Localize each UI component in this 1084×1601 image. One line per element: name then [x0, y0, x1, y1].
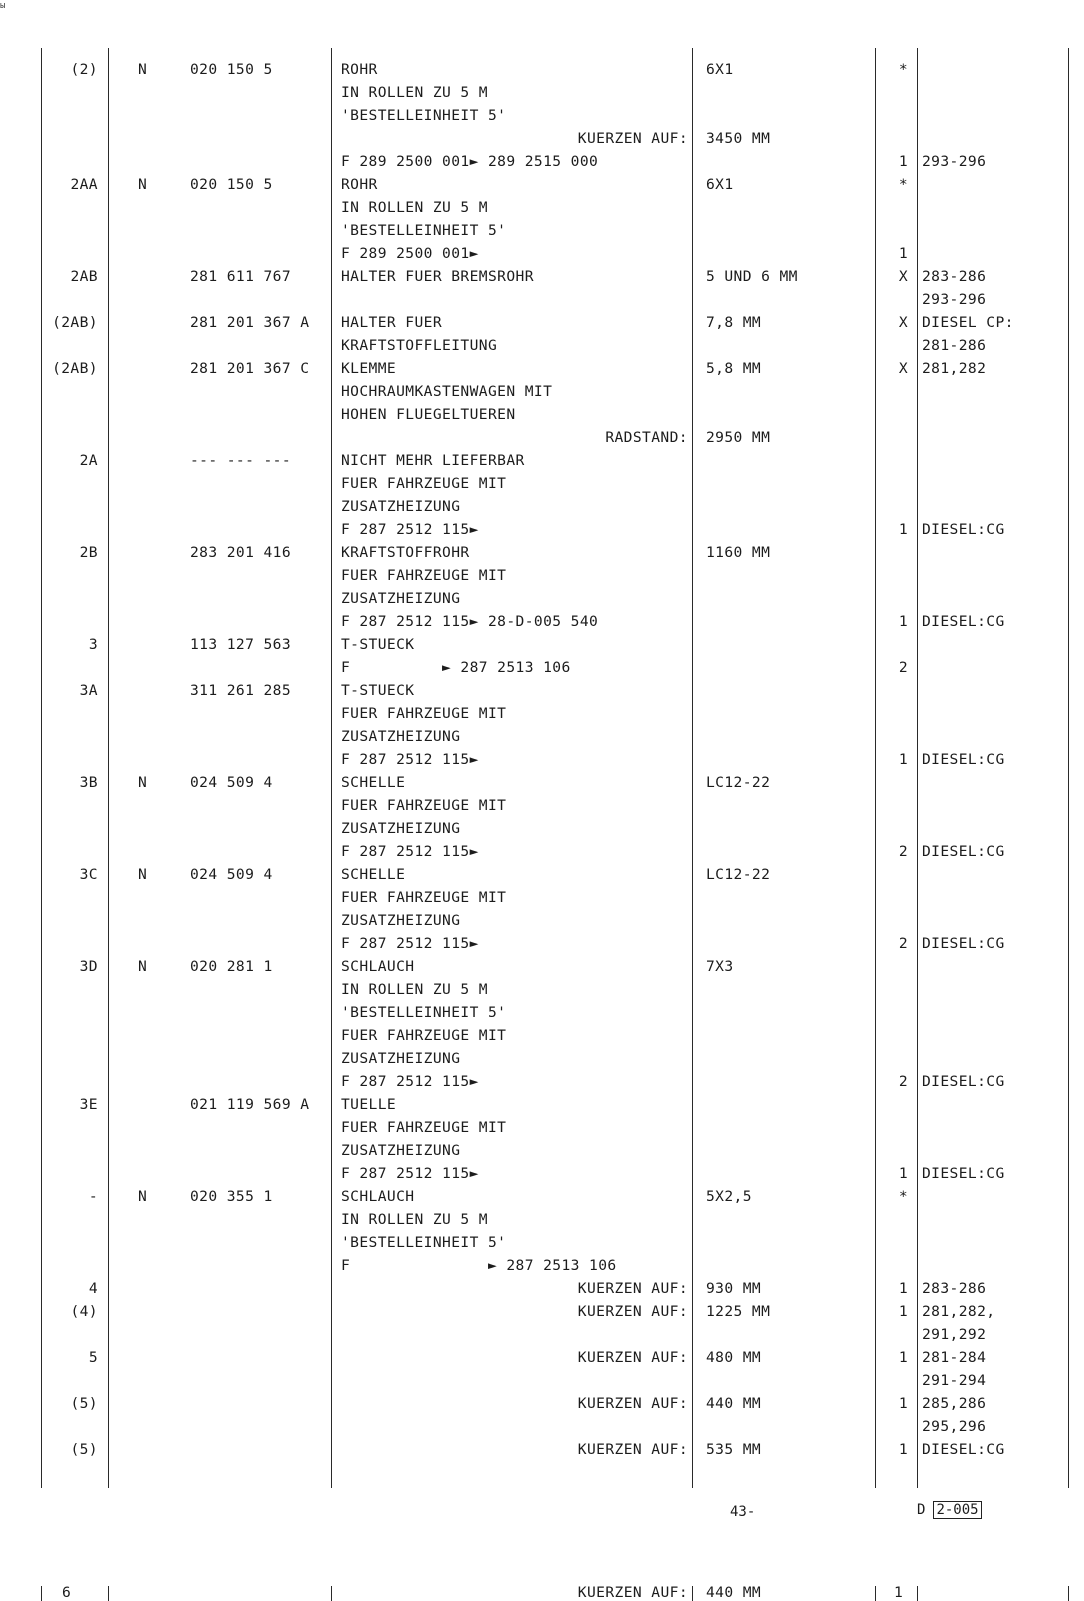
cell-description: SCHELLE — [341, 866, 406, 883]
cell-pos: 3 — [88, 636, 98, 653]
rule-desc — [692, 48, 693, 1488]
cell-description: FUER FAHRZEUGE MIT — [341, 797, 507, 814]
cell-remark: 281-284 — [922, 1349, 987, 1366]
cell-spec: 5X2,5 — [706, 1188, 752, 1205]
cell-pos: (5) — [70, 1441, 98, 1458]
rule-partno — [331, 48, 332, 1488]
cell-spec: 3450 MM — [706, 130, 771, 147]
cell-pos: 3E — [79, 1096, 98, 1113]
bottom-qty: 1 — [894, 1584, 904, 1601]
cell-description: SCHLAUCH — [341, 958, 415, 975]
cell-description: T-STUECK — [341, 636, 415, 653]
cell-part-number: 020 281 1 — [190, 958, 273, 975]
rule-pos — [108, 48, 109, 1488]
corner-mark: ы — [0, 1, 6, 11]
cell-qty: 2 — [898, 843, 908, 860]
cell-spec: 480 MM — [706, 1349, 762, 1366]
cell-description: IN ROLLEN ZU 5 M — [341, 1211, 488, 1228]
cell-description: F 287 2512 115► — [341, 843, 479, 860]
cell-part-number: 024 509 4 — [190, 774, 273, 791]
cell-description: ZUSATZHEIZUNG — [341, 912, 461, 929]
doc-code-box: 2-005 — [933, 1501, 981, 1519]
cell-pos: - — [88, 1188, 98, 1205]
cell-remark: 283-286 — [922, 268, 987, 285]
cell-description: HOCHRAUMKASTENWAGEN MIT — [341, 383, 553, 400]
cell-description-right: KUERZEN AUF: — [577, 1395, 688, 1412]
cell-n: N — [138, 61, 148, 78]
cell-spec: LC12-22 — [706, 866, 771, 883]
cell-part-number: 113 127 563 — [190, 636, 292, 653]
cell-description: FUER FAHRZEUGE MIT — [341, 889, 507, 906]
cell-remark: 283-286 — [922, 1280, 987, 1297]
cell-description: F 287 2512 115► — [341, 521, 479, 538]
cell-pos: 2B — [79, 544, 98, 561]
cell-remark: DIESEL CP: — [922, 314, 1014, 331]
cell-remark: DIESEL:CG — [922, 1165, 1005, 1182]
cell-description: TUELLE — [341, 1096, 397, 1113]
cell-spec: 440 MM — [706, 1395, 762, 1412]
cell-description: 'BESTELLEINHEIT 5' — [341, 1234, 507, 1251]
next-page-row — [0, 1584, 1084, 1601]
cell-description: HALTER FUER — [341, 314, 443, 331]
cell-description: F 287 2512 115► — [341, 751, 479, 768]
cell-pos: (2AB) — [52, 360, 98, 377]
cell-description: F 287 2512 115► 28-D-005 540 — [341, 613, 599, 630]
cell-qty: 1 — [898, 1303, 908, 1320]
cell-pos: (5) — [70, 1395, 98, 1412]
cell-qty: 1 — [898, 1441, 908, 1458]
cell-qty: 1 — [898, 245, 908, 262]
cell-qty: 1 — [898, 1395, 908, 1412]
cell-remark: DIESEL:CG — [922, 843, 1005, 860]
cell-part-number: 283 201 416 — [190, 544, 292, 561]
cell-remark: 291-294 — [922, 1372, 987, 1389]
cell-description: SCHLAUCH — [341, 1188, 415, 1205]
cell-part-number: 020 150 5 — [190, 61, 273, 78]
bottom-rule-right — [1068, 1586, 1069, 1601]
cell-part-number: 281 611 767 — [190, 268, 292, 285]
cell-description: F 287 2512 115► — [341, 935, 479, 952]
cell-spec: 535 MM — [706, 1441, 762, 1458]
cell-spec: 1225 MM — [706, 1303, 771, 1320]
cell-description: ROHR — [341, 61, 378, 78]
cell-remark: DIESEL:CG — [922, 935, 1005, 952]
cell-description: 'BESTELLEINHEIT 5' — [341, 107, 507, 124]
cell-qty: X — [898, 360, 908, 377]
cell-pos: 2A — [79, 452, 98, 469]
cell-remark: DIESEL:CG — [922, 751, 1005, 768]
cell-part-number: 020 355 1 — [190, 1188, 273, 1205]
cell-description: KRAFTSTOFFLEITUNG — [341, 337, 498, 354]
cell-description-right: KUERZEN AUF: — [577, 1303, 688, 1320]
cell-part-number: 311 261 285 — [190, 682, 292, 699]
cell-n: N — [138, 958, 148, 975]
cell-description: ROHR — [341, 176, 378, 193]
cell-qty: 1 — [898, 1349, 908, 1366]
cell-qty: 1 — [898, 1165, 908, 1182]
cell-description: ZUSATZHEIZUNG — [341, 590, 461, 607]
cell-spec: 5 UND 6 MM — [706, 268, 798, 285]
cell-description: HOHEN FLUEGELTUEREN — [341, 406, 516, 423]
cell-pos: 3C — [79, 866, 98, 883]
bottom-rule-desc — [692, 1586, 693, 1601]
cell-qty: 1 — [898, 153, 908, 170]
cell-description: KRAFTSTOFFROHR — [341, 544, 470, 561]
cell-spec: 930 MM — [706, 1280, 762, 1297]
cell-description: HALTER FUER BREMSROHR — [341, 268, 534, 285]
cell-spec: LC12-22 — [706, 774, 771, 791]
cell-remark: 281,282, — [922, 1303, 996, 1320]
cell-pos: 3A — [79, 682, 98, 699]
cell-qty: * — [898, 61, 908, 78]
cell-qty: 1 — [898, 521, 908, 538]
cell-description: ZUSATZHEIZUNG — [341, 728, 461, 745]
cell-qty: 1 — [898, 1280, 908, 1297]
cell-description: KLEMME — [341, 360, 397, 377]
cell-description: FUER FAHRZEUGE MIT — [341, 1027, 507, 1044]
cell-pos: 2AB — [70, 268, 98, 285]
cell-part-number: --- --- --- — [190, 452, 292, 469]
cell-n: N — [138, 1188, 148, 1205]
cell-part-number: 020 150 5 — [190, 176, 273, 193]
cell-description: ZUSATZHEIZUNG — [341, 1142, 461, 1159]
cell-part-number: 281 201 367 C — [190, 360, 310, 377]
bottom-rule-partno — [331, 1586, 332, 1601]
cell-spec: 2950 MM — [706, 429, 771, 446]
cell-spec: 7,8 MM — [706, 314, 762, 331]
cell-description: ZUSATZHEIZUNG — [341, 820, 461, 837]
cell-qty: * — [898, 1188, 908, 1205]
cell-description: F 289 2500 001► — [341, 245, 479, 262]
cell-remark: DIESEL:CG — [922, 613, 1005, 630]
cell-description: T-STUECK — [341, 682, 415, 699]
cell-qty: * — [898, 176, 908, 193]
bottom-spec: 440 MM — [706, 1584, 762, 1601]
cell-description: F 287 2512 115► — [341, 1073, 479, 1090]
cell-description: FUER FAHRZEUGE MIT — [341, 1119, 507, 1136]
cell-part-number: 024 509 4 — [190, 866, 273, 883]
cell-qty: 2 — [898, 659, 908, 676]
cell-pos: (2AB) — [52, 314, 98, 331]
cell-description: SCHELLE — [341, 774, 406, 791]
cell-n: N — [138, 774, 148, 791]
cell-remark: 293-296 — [922, 153, 987, 170]
cell-remark: 295,296 — [922, 1418, 987, 1435]
cell-qty: 1 — [898, 613, 908, 630]
cell-description: ZUSATZHEIZUNG — [341, 498, 461, 515]
cell-spec: 1160 MM — [706, 544, 771, 561]
cell-description-right: KUERZEN AUF: — [577, 130, 688, 147]
cell-description: F ► 287 2513 106 — [341, 659, 571, 676]
bottom-rule-left — [41, 1586, 42, 1601]
cell-description-right: KUERZEN AUF: — [577, 1441, 688, 1458]
cell-spec: 7X3 — [706, 958, 734, 975]
cell-description: IN ROLLEN ZU 5 M — [341, 199, 488, 216]
doc-prefix: D — [917, 1502, 926, 1518]
cell-description: F 289 2500 001► 289 2515 000 — [341, 153, 599, 170]
cell-qty: 2 — [898, 1073, 908, 1090]
rule-left — [41, 48, 42, 1488]
cell-pos: 4 — [88, 1280, 98, 1297]
cell-description: ZUSATZHEIZUNG — [341, 1050, 461, 1067]
cell-qty: X — [898, 268, 908, 285]
cell-pos: 3B — [79, 774, 98, 791]
cell-description-right: KUERZEN AUF: — [577, 1280, 688, 1297]
bottom-rule-qty — [917, 1586, 918, 1601]
cell-description: 'BESTELLEINHEIT 5' — [341, 222, 507, 239]
cell-description: F 287 2512 115► — [341, 1165, 479, 1182]
cell-pos: (2) — [70, 61, 98, 78]
cell-spec: 6X1 — [706, 176, 734, 193]
cell-description: 'BESTELLEINHEIT 5' — [341, 1004, 507, 1021]
cell-pos: 3D — [79, 958, 98, 975]
cell-description: FUER FAHRZEUGE MIT — [341, 567, 507, 584]
cell-remark: 281,282 — [922, 360, 987, 377]
cell-spec: 5,8 MM — [706, 360, 762, 377]
cell-qty: X — [898, 314, 908, 331]
cell-remark: DIESEL:CG — [922, 1441, 1005, 1458]
rule-qty — [917, 48, 918, 1488]
cell-remark: 285,286 — [922, 1395, 987, 1412]
cell-remark: DIESEL:CG — [922, 521, 1005, 538]
rule-spec — [875, 48, 876, 1488]
cell-description-right: KUERZEN AUF: — [577, 1349, 688, 1366]
bottom-desc-right: KUERZEN AUF: — [577, 1584, 688, 1601]
cell-description: FUER FAHRZEUGE MIT — [341, 705, 507, 722]
cell-spec: 6X1 — [706, 61, 734, 78]
bottom-rule-pos — [108, 1586, 109, 1601]
cell-description: FUER FAHRZEUGE MIT — [341, 475, 507, 492]
cell-description: F ► 287 2513 106 — [341, 1257, 617, 1274]
cell-n: N — [138, 176, 148, 193]
cell-description: IN ROLLEN ZU 5 M — [341, 981, 488, 998]
cell-description: NICHT MEHR LIEFERBAR — [341, 452, 525, 469]
cell-pos: (4) — [70, 1303, 98, 1320]
cell-part-number: 281 201 367 A — [190, 314, 310, 331]
cell-part-number: 021 119 569 A — [190, 1096, 310, 1113]
cell-remark: 281-286 — [922, 337, 987, 354]
bottom-pos: 6 — [62, 1584, 72, 1601]
cell-remark: DIESEL:CG — [922, 1073, 1005, 1090]
cell-description: IN ROLLEN ZU 5 M — [341, 84, 488, 101]
cell-description-right: RADSTAND: — [605, 429, 688, 446]
cell-qty: 1 — [898, 751, 908, 768]
page-number: 43- — [730, 1504, 756, 1520]
bottom-rule-spec — [875, 1586, 876, 1601]
rule-right — [1068, 48, 1069, 1488]
document-code — [917, 1500, 982, 1520]
cell-qty: 2 — [898, 935, 908, 952]
cell-pos: 2AA — [70, 176, 98, 193]
cell-n: N — [138, 866, 148, 883]
cell-pos: 5 — [88, 1349, 98, 1366]
cell-remark: 291,292 — [922, 1326, 987, 1343]
cell-remark: 293-296 — [922, 291, 987, 308]
